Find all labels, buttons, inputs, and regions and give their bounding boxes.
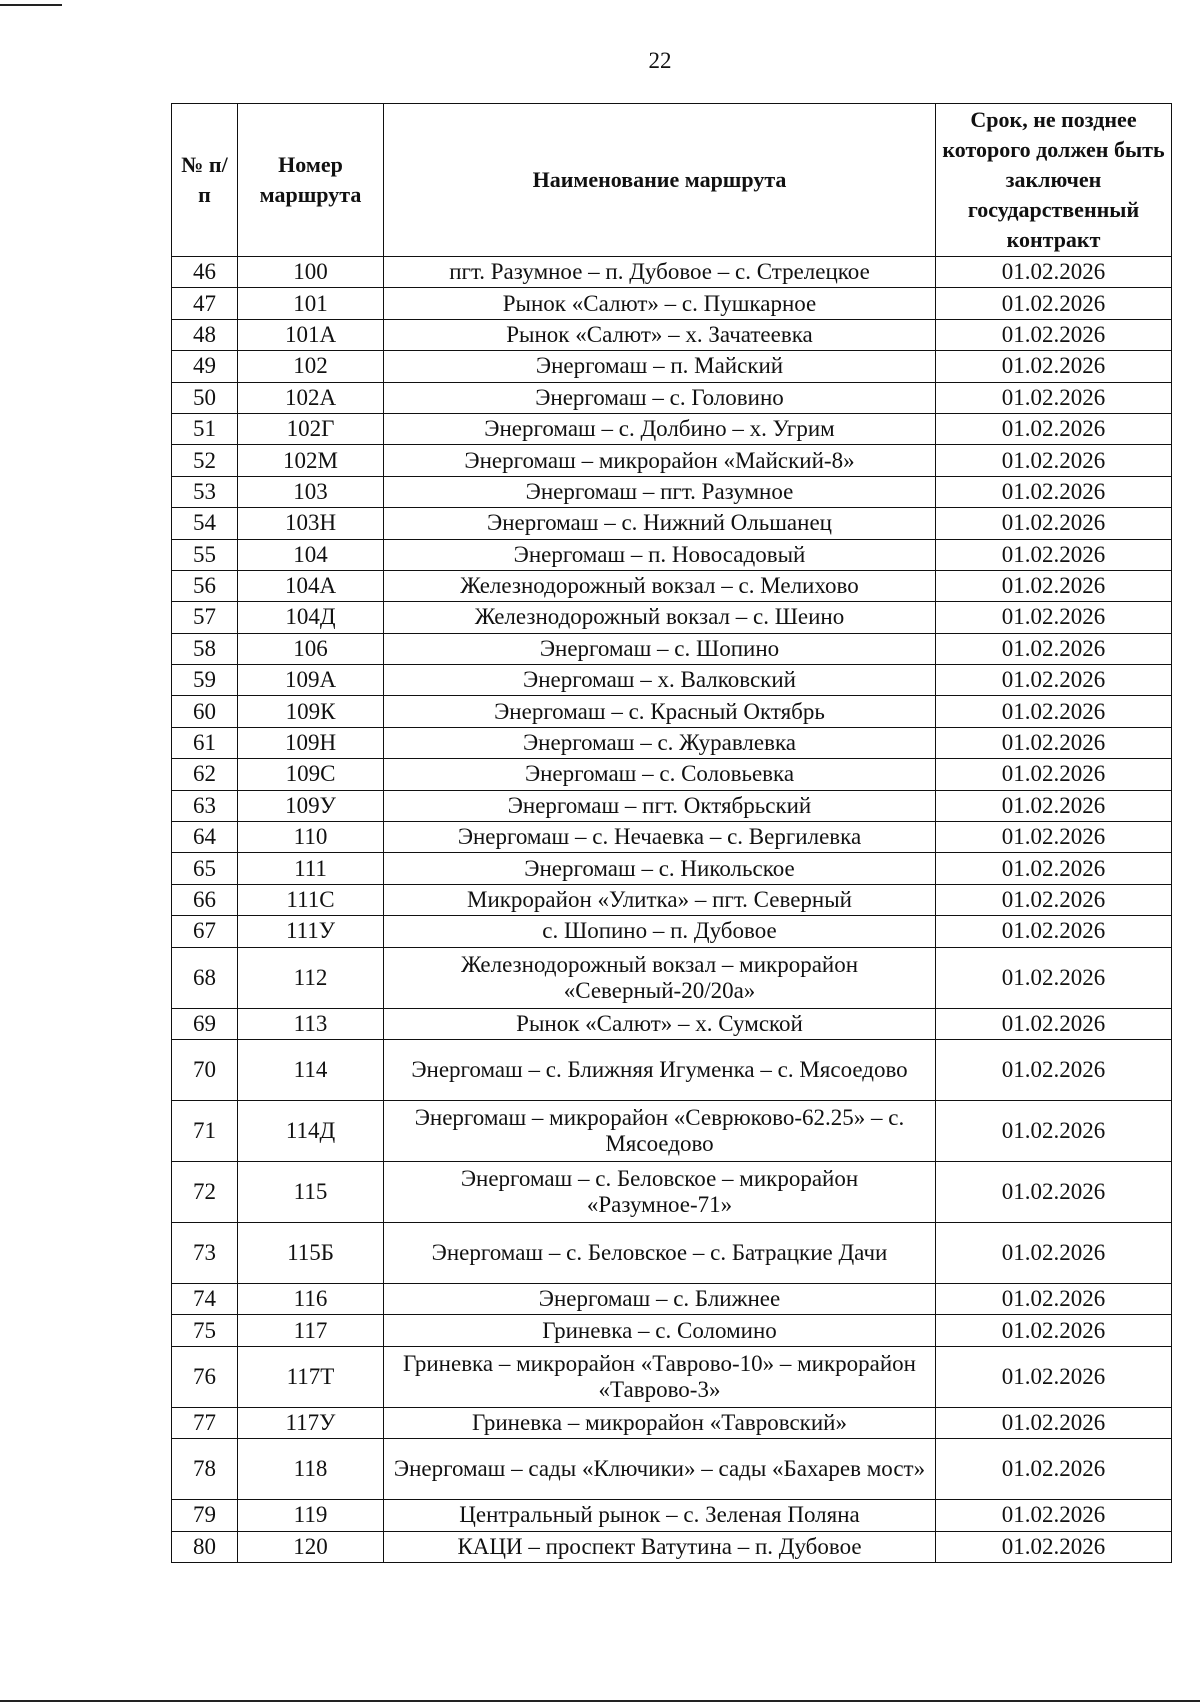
cell-route-name: Энергомаш – микрорайон «Севрюково-62.25» – с. Мясоедово [384,1100,936,1161]
table-row [172,1283,1172,1314]
table-row [172,351,1172,382]
cell-route-number: 115 [238,1161,384,1222]
cell-num: 69 [172,1008,238,1039]
cell-deadline: 01.02.2026 [936,1222,1172,1283]
cell-num: 61 [172,727,238,758]
table-row [172,1100,1172,1161]
cell-num: 73 [172,1222,238,1283]
header-route-name: Наименование маршрута [384,104,936,257]
cell-num: 80 [172,1531,238,1562]
cell-route-number: 104Д [238,602,384,633]
cell-route-name: Энергомаш – с. Головино [384,382,936,413]
cell-deadline: 01.02.2026 [936,257,1172,288]
cell-route-name: Железнодорожный вокзал – с. Мелихово [384,570,936,601]
cell-route-number: 113 [238,1008,384,1039]
table-row [172,633,1172,664]
cell-num: 60 [172,696,238,727]
cell-num: 67 [172,916,238,947]
header-deadline: Срок, не позднее которого должен быть заключен государственный контракт [936,104,1172,257]
table-row [172,1315,1172,1346]
cell-route-name: Микрорайон «Улитка» – пгт. Северный [384,884,936,915]
cell-num: 53 [172,476,238,507]
cell-deadline: 01.02.2026 [936,413,1172,444]
table-row [172,1161,1172,1222]
cell-deadline: 01.02.2026 [936,1346,1172,1407]
cell-route-number: 109Н [238,727,384,758]
table-row [172,508,1172,539]
cell-deadline: 01.02.2026 [936,1439,1172,1500]
cell-route-number: 106 [238,633,384,664]
cell-num: 72 [172,1161,238,1222]
cell-route-name: Железнодорожный вокзал – микрорайон «Северный-20/20а» [384,947,936,1008]
cell-deadline: 01.02.2026 [936,1315,1172,1346]
table-row [172,288,1172,319]
table-row [172,853,1172,884]
page-number: 22 [648,48,672,73]
cell-route-number: 119 [238,1500,384,1531]
table-row [172,759,1172,790]
cell-route-number: 109У [238,790,384,821]
cell-num: 76 [172,1346,238,1407]
table-row [172,476,1172,507]
cell-route-number: 109С [238,759,384,790]
cell-num: 66 [172,884,238,915]
cell-deadline: 01.02.2026 [936,1283,1172,1314]
cell-deadline: 01.02.2026 [936,947,1172,1008]
cell-num: 57 [172,602,238,633]
cell-num: 63 [172,790,238,821]
cell-num: 46 [172,257,238,288]
table-row [172,1407,1172,1438]
table-row [172,1346,1172,1407]
cell-route-number: 109А [238,665,384,696]
cell-num: 65 [172,853,238,884]
cell-route-name: Энергомаш – пгт. Разумное [384,476,936,507]
scan-edge-line-top [0,4,62,6]
routes-table [171,103,1172,1563]
cell-route-number: 117 [238,1315,384,1346]
cell-num: 75 [172,1315,238,1346]
cell-route-name: Энергомаш – п. Новосадовый [384,539,936,570]
cell-route-name: Энергомаш – с. Соловьевка [384,759,936,790]
cell-route-name: Энергомаш – с. Ближняя Игуменка – с. Мясоедово [384,1039,936,1100]
cell-route-name: Рынок «Салют» – х. Сумской [384,1008,936,1039]
cell-deadline: 01.02.2026 [936,476,1172,507]
cell-deadline: 01.02.2026 [936,445,1172,476]
cell-route-number: 112 [238,947,384,1008]
cell-route-name: Энергомаш – с. Нижний Ольшанец [384,508,936,539]
table-row [172,382,1172,413]
cell-num: 58 [172,633,238,664]
cell-deadline: 01.02.2026 [936,822,1172,853]
cell-num: 70 [172,1039,238,1100]
cell-route-name: Энергомаш – с. Красный Октябрь [384,696,936,727]
cell-route-name: Гриневка – с. Соломино [384,1315,936,1346]
cell-deadline: 01.02.2026 [936,633,1172,664]
cell-deadline: 01.02.2026 [936,1008,1172,1039]
cell-route-number: 102 [238,351,384,382]
cell-num: 56 [172,570,238,601]
table-row [172,822,1172,853]
table-row [172,665,1172,696]
cell-route-number: 103 [238,476,384,507]
cell-deadline: 01.02.2026 [936,727,1172,758]
table-row [172,727,1172,758]
table-body [172,257,1172,1563]
table-row [172,257,1172,288]
cell-route-name: Гриневка – микрорайон «Тавровский» [384,1407,936,1438]
cell-deadline: 01.02.2026 [936,916,1172,947]
cell-deadline: 01.02.2026 [936,288,1172,319]
cell-route-number: 103Н [238,508,384,539]
cell-deadline: 01.02.2026 [936,1039,1172,1100]
table-row [172,445,1172,476]
cell-route-number: 102А [238,382,384,413]
cell-route-number: 100 [238,257,384,288]
cell-route-name: Энергомаш – пгт. Октябрьский [384,790,936,821]
cell-route-name: Рынок «Салют» – с. Пушкарное [384,288,936,319]
cell-route-name: Центральный рынок – с. Зеленая Поляна [384,1500,936,1531]
cell-route-number: 104А [238,570,384,601]
table-row [172,413,1172,444]
cell-num: 54 [172,508,238,539]
cell-route-number: 104 [238,539,384,570]
cell-route-number: 118 [238,1439,384,1500]
cell-route-number: 102М [238,445,384,476]
cell-num: 52 [172,445,238,476]
cell-num: 47 [172,288,238,319]
cell-route-name: Энергомаш – с. Беловское – с. Батрацкие Дачи [384,1222,936,1283]
cell-route-name: с. Шопино – п. Дубовое [384,916,936,947]
cell-route-name: Энергомаш – сады «Ключики» – сады «Бахарев мост» [384,1439,936,1500]
cell-route-name: Железнодорожный вокзал – с. Шеино [384,602,936,633]
cell-num: 49 [172,351,238,382]
cell-route-name: Энергомаш – с. Ближнее [384,1283,936,1314]
table-row [172,1439,1172,1500]
cell-num: 64 [172,822,238,853]
table-row [172,790,1172,821]
cell-deadline: 01.02.2026 [936,570,1172,601]
cell-route-number: 117У [238,1407,384,1438]
cell-deadline: 01.02.2026 [936,884,1172,915]
cell-route-name: Энергомаш – х. Валковский [384,665,936,696]
table-row [172,602,1172,633]
cell-route-name: Энергомаш – микрорайон «Майский-8» [384,445,936,476]
cell-route-number: 115Б [238,1222,384,1283]
cell-route-number: 111 [238,853,384,884]
cell-route-number: 117Т [238,1346,384,1407]
cell-num: 50 [172,382,238,413]
cell-deadline: 01.02.2026 [936,539,1172,570]
cell-deadline: 01.02.2026 [936,319,1172,350]
cell-route-name: Энергомаш – с. Нечаевка – с. Вергилевка [384,822,936,853]
cell-num: 68 [172,947,238,1008]
cell-route-number: 111С [238,884,384,915]
cell-num: 55 [172,539,238,570]
cell-deadline: 01.02.2026 [936,665,1172,696]
cell-deadline: 01.02.2026 [936,853,1172,884]
cell-route-number: 116 [238,1283,384,1314]
cell-deadline: 01.02.2026 [936,1407,1172,1438]
cell-deadline: 01.02.2026 [936,351,1172,382]
cell-num: 74 [172,1283,238,1314]
table-row [172,1500,1172,1531]
table-row [172,1039,1172,1100]
table-header-row [172,104,1172,257]
cell-route-number: 120 [238,1531,384,1562]
cell-deadline: 01.02.2026 [936,759,1172,790]
cell-deadline: 01.02.2026 [936,1161,1172,1222]
cell-route-number: 114 [238,1039,384,1100]
cell-route-name: Гриневка – микрорайон «Таврово-10» – микрорайон «Таврово-3» [384,1346,936,1407]
cell-route-name: пгт. Разумное – п. Дубовое – с. Стрелецкое [384,257,936,288]
cell-route-number: 114Д [238,1100,384,1161]
table-row [172,570,1172,601]
cell-route-name: Энергомаш – с. Журавлевка [384,727,936,758]
cell-num: 59 [172,665,238,696]
cell-route-name: Рынок «Салют» – х. Зачатеевка [384,319,936,350]
cell-route-name: Энергомаш – с. Шопино [384,633,936,664]
cell-route-name: КАЦИ – проспект Ватутина – п. Дубовое [384,1531,936,1562]
cell-route-number: 111У [238,916,384,947]
cell-num: 78 [172,1439,238,1500]
scan-edge-line-bottom [0,1700,1200,1702]
cell-num: 77 [172,1407,238,1438]
cell-num: 79 [172,1500,238,1531]
cell-deadline: 01.02.2026 [936,508,1172,539]
cell-deadline: 01.02.2026 [936,1100,1172,1161]
header-route-number: Номер маршрута [238,104,384,257]
cell-route-name: Энергомаш – с. Никольское [384,853,936,884]
table-row [172,916,1172,947]
cell-num: 48 [172,319,238,350]
cell-num: 62 [172,759,238,790]
cell-route-number: 109К [238,696,384,727]
table-row [172,319,1172,350]
cell-route-name: Энергомаш – с. Беловское – микрорайон «Разумное-71» [384,1161,936,1222]
header-num: № п/п [172,104,238,257]
table-row [172,1531,1172,1562]
table-row [172,947,1172,1008]
table-row [172,1222,1172,1283]
cell-route-number: 101А [238,319,384,350]
cell-route-name: Энергомаш – с. Долбино – х. Угрим [384,413,936,444]
cell-deadline: 01.02.2026 [936,382,1172,413]
cell-deadline: 01.02.2026 [936,696,1172,727]
table-row [172,696,1172,727]
cell-deadline: 01.02.2026 [936,1500,1172,1531]
cell-route-number: 102Г [238,413,384,444]
cell-deadline: 01.02.2026 [936,602,1172,633]
cell-deadline: 01.02.2026 [936,1531,1172,1562]
cell-route-number: 110 [238,822,384,853]
cell-deadline: 01.02.2026 [936,790,1172,821]
table-row [172,539,1172,570]
table-row [172,884,1172,915]
cell-num: 71 [172,1100,238,1161]
table-row [172,1008,1172,1039]
cell-route-name: Энергомаш – п. Майский [384,351,936,382]
cell-num: 51 [172,413,238,444]
cell-route-number: 101 [238,288,384,319]
